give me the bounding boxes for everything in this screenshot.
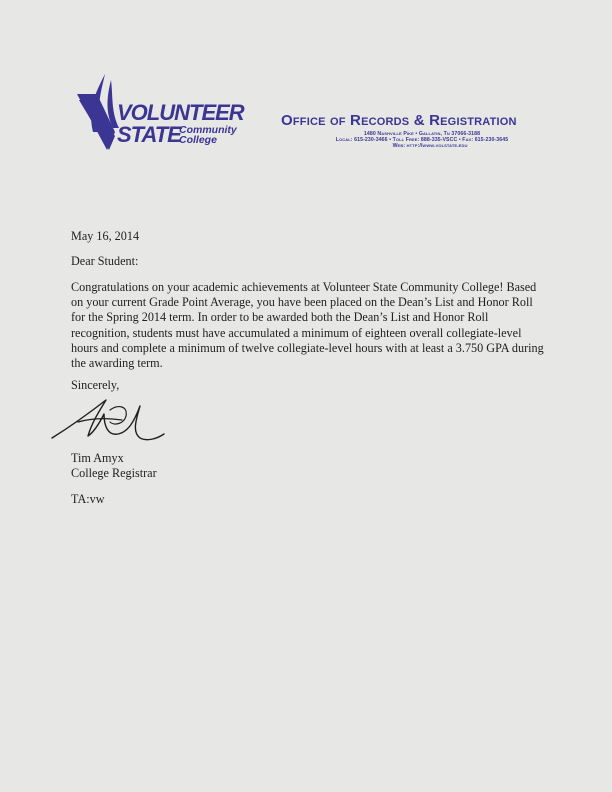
letter-body [71,280,551,371]
salutation: Dear Student: [71,254,139,268]
logo-wordmark-state: STATE [117,122,181,147]
closing: Sincerely, [71,378,120,392]
office-title: Office of Records & Registration [281,112,517,129]
logo-wordmark-community-college [179,125,237,145]
body-line: on your current Grade Point Average, you have been placed on the Dean’s List and Honor Roll [71,295,533,310]
address-line-3: Web: http://www.volstate.edu [392,143,468,149]
body-line: for the Spring 2014 term. In order to be awarded both the Dean’s List and Honor Roll [71,310,489,325]
body-line: hours and complete a minimum of twelve collegiate-level hours with at least a 3.750 GPA during [71,340,544,355]
signer-name: Tim Amyx [71,451,124,465]
address-line-1: 1480 Nashville Pike • Gallatin, Tn 37066-3188 [363,131,481,137]
body-line: the awarding term. [71,356,163,371]
logo-cc-line2: College [179,134,217,146]
logo-wordmark-volunteer: VOLUNTEER [117,100,244,125]
logo-cc-line1: Community [179,124,237,136]
body-line: recognition, students must have accumulated a minimum of eighteen overall collegiate-level [71,325,522,340]
body-line: Congratulations on your academic achievements at Volunteer State Community College! Based [71,280,537,294]
signer-title: College Registrar [71,466,157,480]
letterhead [75,70,555,160]
letter-date: May 16, 2014 [71,229,140,243]
reference-initials: TA:vw [71,492,105,506]
handwritten-signature [48,392,168,447]
address-line-2: Local: 615-230-3466 • Toll Free: 888-335-VSCC • Fax: 615-230-3645 [335,137,509,143]
